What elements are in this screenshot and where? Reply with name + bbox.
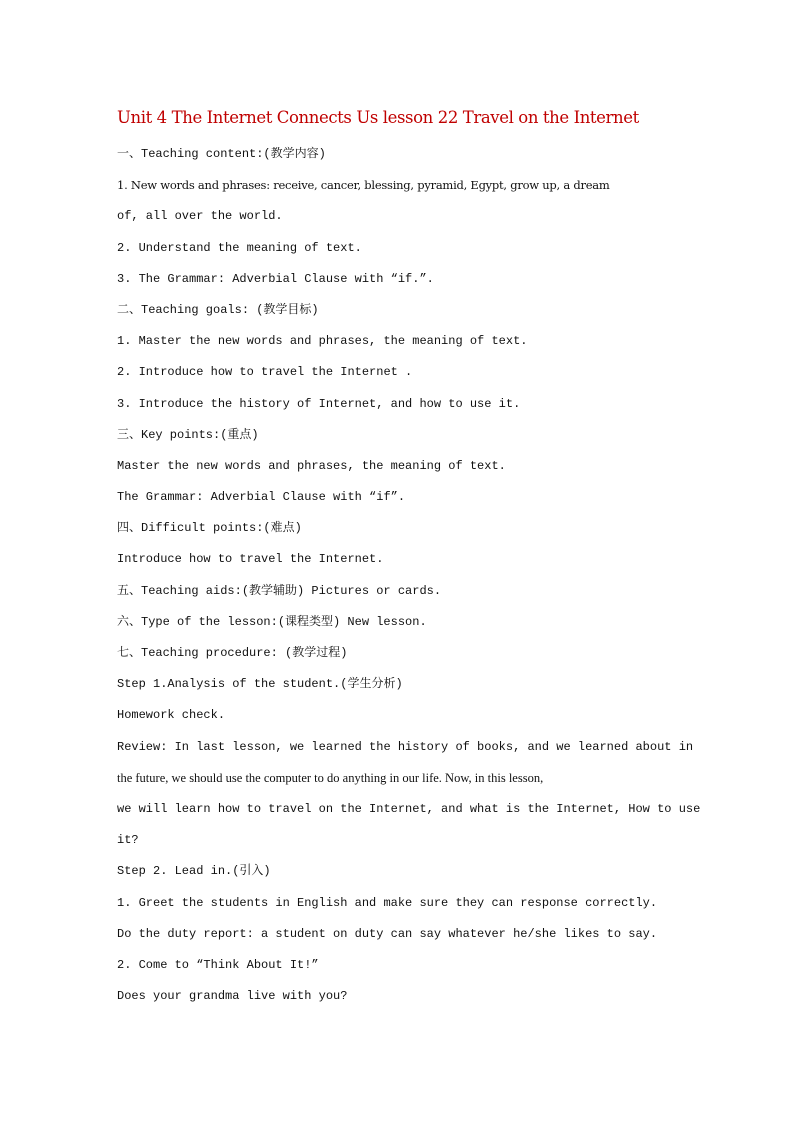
text-line: Do the duty report: a student on duty can say whatever he/she likes to say.	[117, 926, 658, 941]
text-line: 2. Come to “Think About It!”	[117, 957, 319, 972]
text-line: Review: In last lesson, we learned the history of books, and we learned about in	[117, 739, 694, 754]
text-line: 3. The Grammar: Adverbial Clause with “if.”.	[117, 271, 434, 286]
text-line: 2. Understand the meaning of text.	[117, 240, 362, 255]
section-heading-teaching-aids: 五、Teaching aids:(教学辅助) Pictures or cards.	[117, 583, 442, 598]
text-line: Master the new words and phrases, the meaning of text.	[117, 458, 506, 473]
text-line: we will learn how to travel on the Internet, and what is the Internet, How to use	[117, 801, 701, 816]
text-line: 1. Master the new words and phrases, the meaning of text.	[117, 334, 528, 349]
section-heading-teaching-procedure: 七、Teaching procedure: (教学过程)	[117, 646, 348, 660]
section-heading-difficult-points: 四、Difficult points:(难点)	[117, 521, 302, 536]
text-line: of, all over the world.	[117, 209, 283, 224]
document-title: Unit 4 The Internet Connects Us lesson 22 Travel on the Internet	[117, 108, 639, 127]
step-heading: Step 1.Analysis of the student.(学生分析)	[117, 677, 403, 692]
section-heading-key-points: 三、Key points:(重点)	[117, 427, 259, 442]
section-heading-teaching-content: 一、Teaching content:(教学内容)	[117, 147, 326, 161]
text-line: Does your grandma live with you?	[117, 989, 348, 1004]
text-line: the future, we should use the computer to do anything in our life. Now, in this lesson,	[117, 770, 544, 785]
text-line: 1. Greet the students in English and make sure they can response correctly.	[117, 895, 658, 910]
text-line: 3. Introduce the history of Internet, and how to use it.	[117, 396, 521, 411]
text-line: it?	[117, 833, 139, 848]
section-heading-teaching-goals: 二、Teaching goals: (教学目标)	[117, 302, 319, 317]
text-line: 2. Introduce how to travel the Internet .	[117, 365, 413, 380]
text-line: 1. New words and phrases: receive, cancer, blessing, pyramid, Egypt, grow up, a dream	[117, 178, 610, 193]
text-line: The Grammar: Adverbial Clause with “if”.	[117, 490, 406, 505]
text-line: Introduce how to travel the Internet.	[117, 552, 384, 567]
text-line: Homework check.	[117, 708, 226, 723]
section-heading-lesson-type: 六、Type of the lesson:(课程类型) New lesson.	[117, 614, 427, 629]
document-page	[117, 104, 701, 1012]
step-heading: Step 2. Lead in.(引入)	[117, 864, 271, 879]
